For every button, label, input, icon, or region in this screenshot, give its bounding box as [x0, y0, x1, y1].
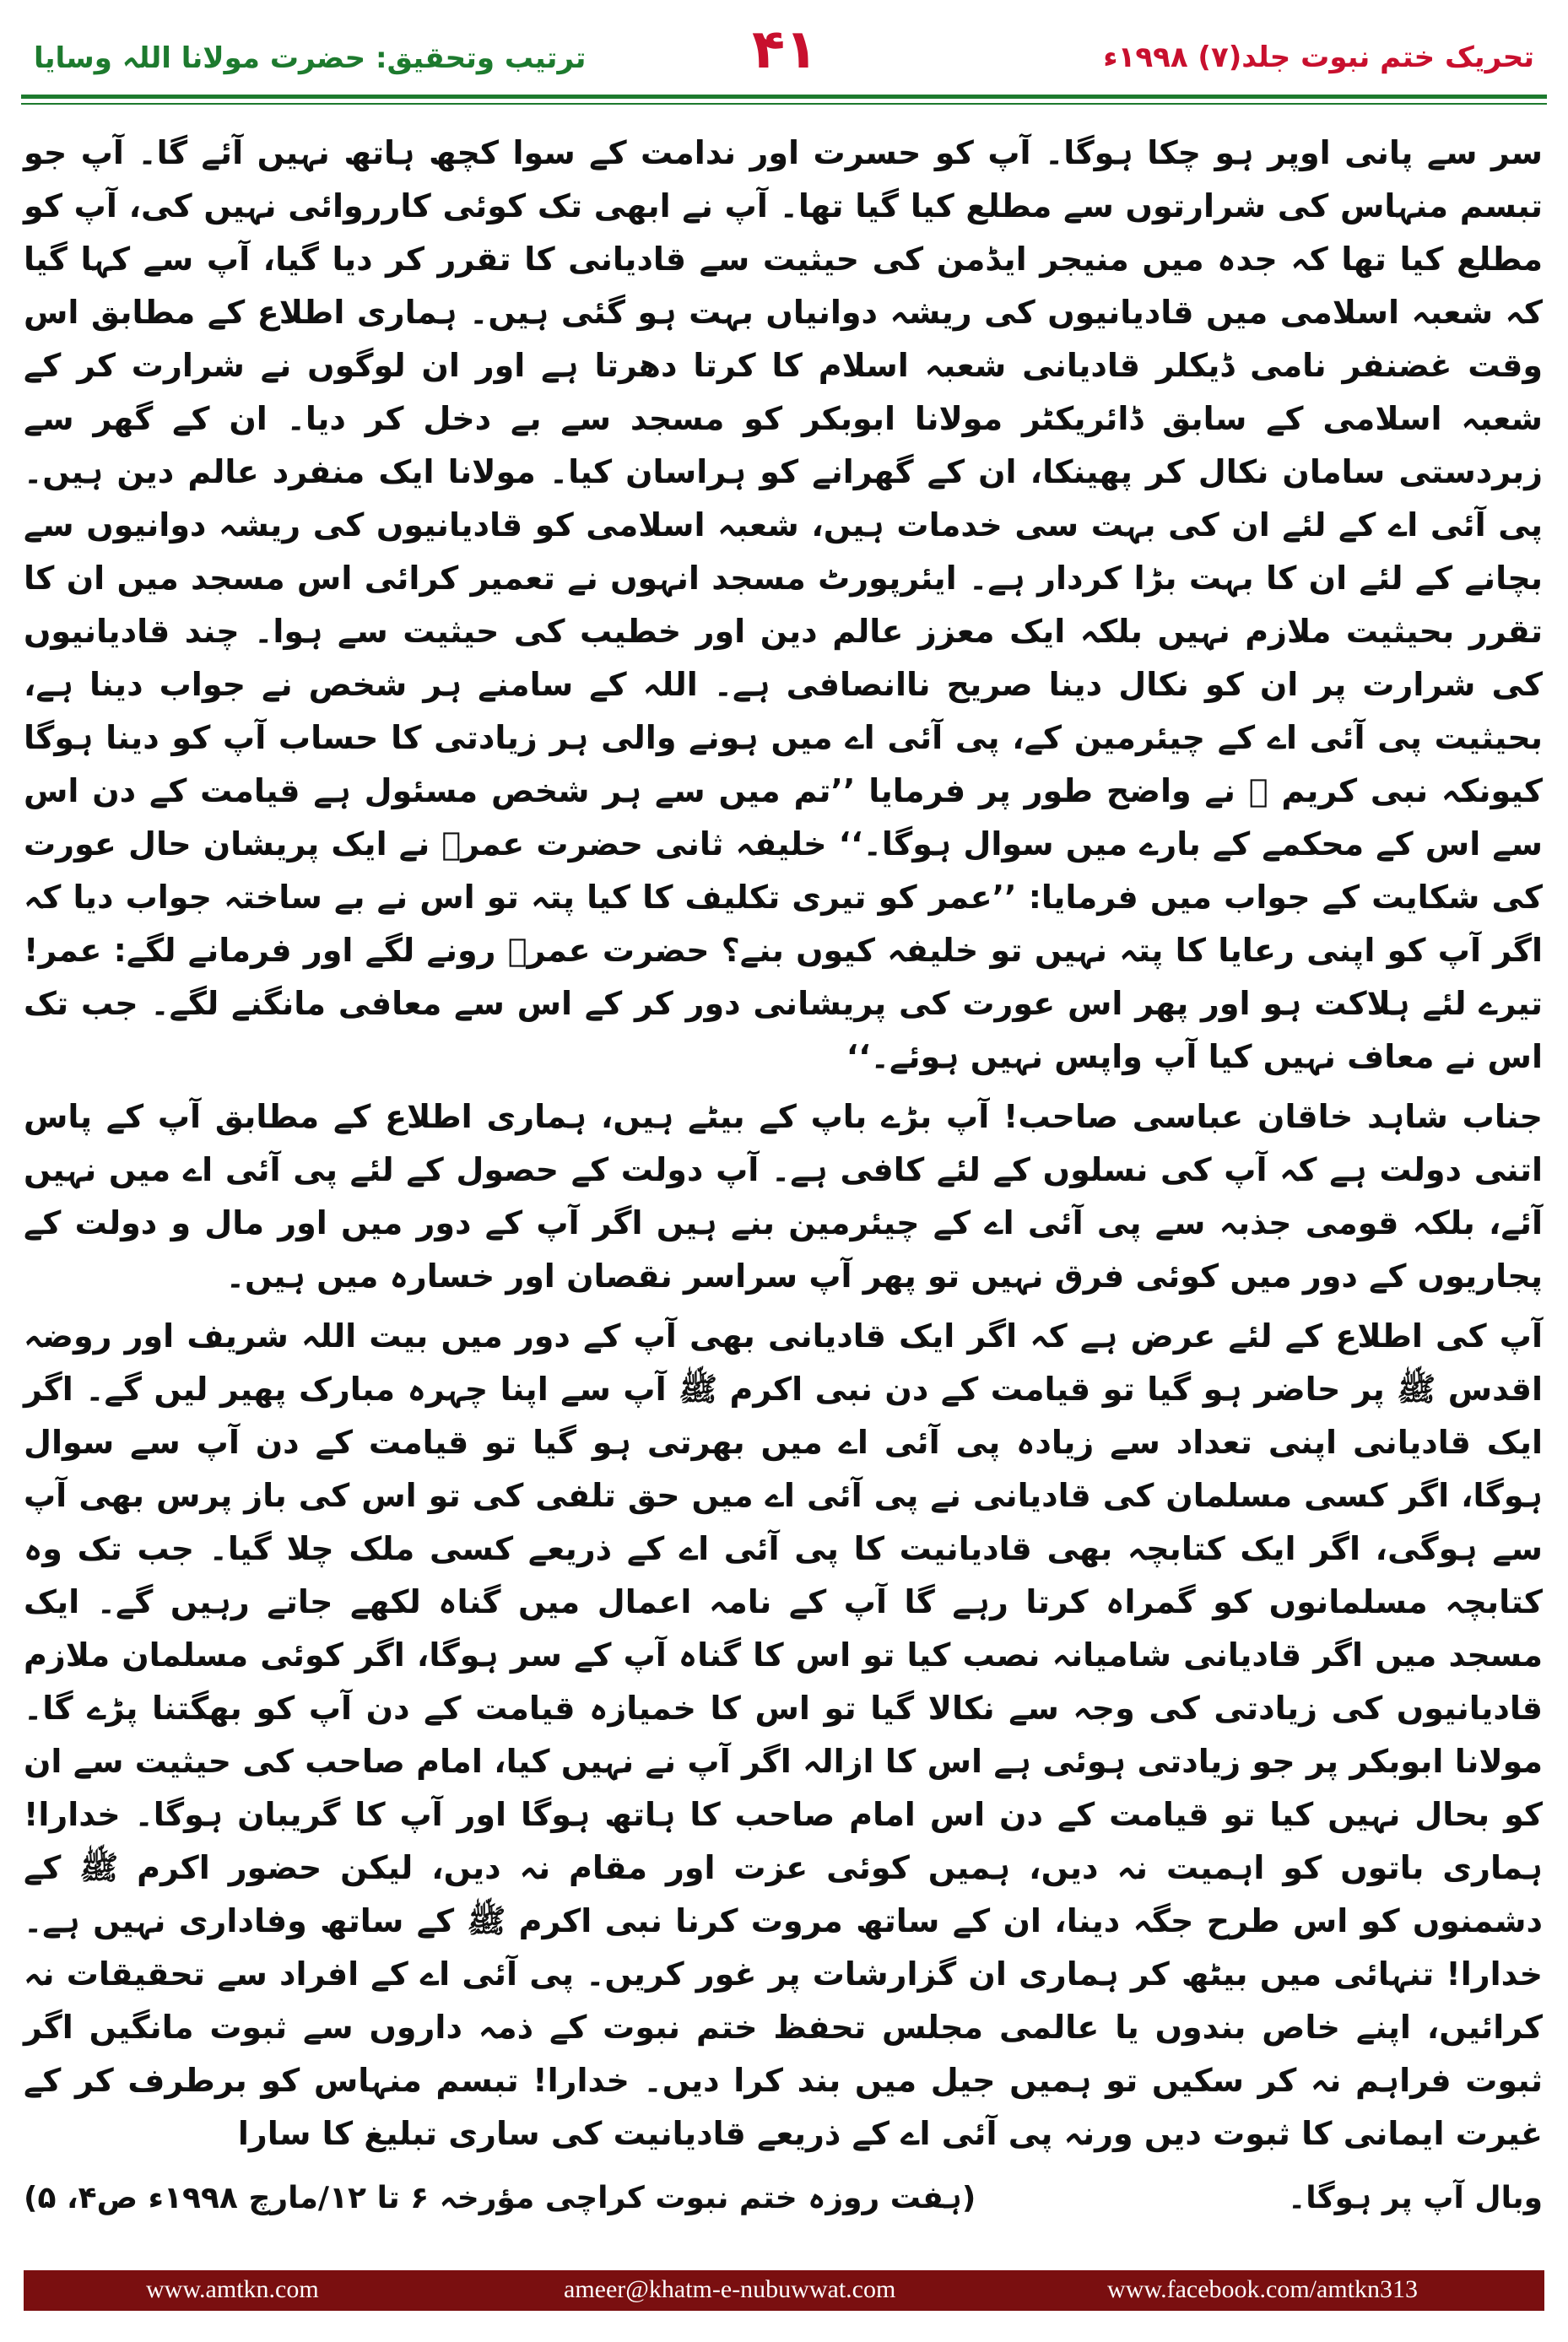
website-link[interactable]: www.amtkn.com — [146, 2275, 319, 2303]
book-title: تحریک ختم نبوت جلد(۷) ۱۹۹۸ء — [1103, 41, 1534, 74]
paragraph-2: جناب شاہد خاقان عباسی صاحب! آپ بڑے باپ کے بیٹے ہیں، ہماری اطلاع کے مطابق آپ کے پاس اتنی دولت ہے کہ آپ کی نسلوں کے لئے کافی ہے۔ آپ دولت کے حصول کے لئے پی آئی اے میں نہیں آئے، بلکہ قومی جذبہ سے پی آئی اے کے چیئرمین بنے ہیں اگر آپ کے دور میں اور مال و دولت کے پجاریوں کے دور میں کوئی فرق نہیں تو پھر آپ سراسر نقصان اور خسارہ میں ہیں۔ — [24, 1098, 1543, 1295]
header-divider — [21, 95, 1547, 99]
compiler-credit: ترتیب وتحقیق: حضرت مولانا اللہ وسایا — [34, 41, 587, 75]
email-link[interactable]: ameer@khatm-e-nubuwwat.com — [564, 2275, 896, 2303]
paragraph-1: سر سے پانی اوپر ہو چکا ہوگا۔ آپ کو حسرت اور ندامت کے سوا کچھ ہاتھ نہیں آئے گا۔ آپ جو تبسم منہاس کی شرارتوں سے مطلع کیا گیا تھا۔ آپ نے ابھی تک کوئی کارروائی نہیں کی، آپ کو مطلع کیا تھا کہ جدہ میں منیجر ایڈمن کی حیثیت سے قادیانی کا تقرر کر دیا گیا، آپ سے کہا گیا کہ شعبہ اسلامی میں قادیانیوں کی ریشہ دوانیاں بہت ہو گئی ہیں۔ ہماری اطلاع کے مطابق اس وقت غضنفر نامی ڈیکلر قادیانی شعبہ اسلام کا کرتا دھرتا ہے اور ان لوگوں نے شرارت کر کے شعبہ اسلامی کے سابق ڈائریکٹر مولانا ابوبکر کو مسجد سے بے دخل کر دیا۔ ان کے گھر سے زبردستی سامان نکال کر پھینکا، ان کے گھرانے کو ہراسان کیا۔ مولانا ایک منفرد عالم دین ہیں۔ پی آئی اے کے لئے ان کی بہت سی خدمات ہیں، شعبہ اسلامی کو قادیانیوں کی ریشہ دوانیوں سے بچانے کے لئے ان کا بہت بڑا کردار ہے۔ ایئرپورٹ مسجد انہوں نے تعمیر کرائی اس مسجد میں ان کا تقرر بحیثیت ملازم نہیں بلکہ ایک معزز عالم دین اور خطیب کی حیثیت سے ہوا۔ چند قادیانیوں کی شرارت پر ان کو نکال دینا صریح ناانصافی ہے۔ اللہ کے سامنے ہر شخص نے جواب دینا ہے، بحیثیت پی آئی اے کے چیئرمین کے، پی آئی اے میں ہونے والی ہر زیادتی کا حساب آپ کو دینا ہوگا کیونکہ نبی کریم ﷺ نے واضح طور پر فرمایا ’’تم میں سے ہر شخص مسئول ہے قیامت کے دن اس سے اس کے محکمے کے بارے میں سوال ہوگا۔‘‘ خلیفہ ثانی حضرت عمرؓ نے ایک پریشان حال عورت کی شکایت کے جواب میں فرمایا: ’’عمر کو تیری تکلیف کا کیا پتہ تو اس نے بے ساختہ جواب دیا کہ اگر آپ کو اپنی رعایا کا پتہ نہیں تو خلیفہ کیوں بنے؟ حضرت عمرؓ رونے لگے اور فرمانے لگے: عمر! تیرے لئے ہلاکت ہو اور پھر اس عورت کی پریشانی دور کر کے اس سے معافی مانگنے لگے۔ جب تک اس نے معاف نہیں کیا آپ واپس نہیں ہوئے۔‘‘ — [24, 134, 1543, 1075]
page-number: ۴۱ — [751, 19, 819, 81]
closing-text: وبال آپ پر ہوگا۔ — [1288, 2181, 1543, 2215]
footer-bar — [24, 2270, 1544, 2311]
paragraph-3: آپ کی اطلاع کے لئے عرض ہے کہ اگر ایک قادیانی بھی آپ کے دور میں بیت اللہ شریف اور روضہ اقدس ﷺ پر حاضر ہو گیا تو قیامت کے دن نبی اکرم ﷺ آپ سے اپنا چہرہ مبارک پھیر لیں گے۔ اگر ایک قادیانی اپنی تعداد سے زیادہ پی آئی اے میں بھرتی ہو گیا تو قیامت کے دن آپ سے سوال ہوگا، اگر کسی مسلمان کی قادیانی نے پی آئی اے میں حق تلفی کی تو اس کی باز پرس بھی آپ سے ہوگی، اگر ایک کتابچہ بھی قادیانیت کا پی آئی اے کے ذریعے کسی ملک چلا گیا۔ جب تک وہ کتابچہ مسلمانوں کو گمراہ کرتا رہے گا آپ کے نامہ اعمال میں گناہ لکھے جاتے رہیں گے۔ ایک مسجد میں اگر قادیانی شامیانہ نصب کیا تو اس کا گناہ آپ کے سر ہوگا، اگر کوئی مسلمان ملازم قادیانیوں کی زیادتی کی وجہ سے نکالا گیا تو اس کا خمیازہ قیامت کے دن آپ کو بھگتنا پڑے گا۔ مولانا ابوبکر پر جو زیادتی ہوئی ہے اس کا ازالہ اگر آپ نے نہیں کیا، امام صاحب کی حیثیت سے ان کو بحال نہیں کیا تو قیامت کے دن اس امام صاحب کا ہاتھ ہوگا اور آپ کا گریبان ہوگا۔ خدارا! ہماری باتوں کو اہمیت نہ دیں، ہمیں کوئی عزت اور مقام نہ دیں، لیکن حضور اکرم ﷺ کے دشمنوں کو اس طرح جگہ دینا، ان کے ساتھ مروت کرنا نبی اکرم ﷺ کے ساتھ وفاداری نہیں ہے۔ خدارا! تنہائی میں بیٹھ کر ہماری ان گزارشات پر غور کریں۔ پی آئی اے کے افراد سے تحقیقات نہ کرائیں، اپنے خاص بندوں یا عالمی مجلس تحفظ ختم نبوت کے ذمہ داروں سے ثبوت مانگیں اگر ثبوت فراہم نہ کر سکیں تو ہمیں جیل میں بند کرا دیں۔ خدارا! تبسم منہاس کو برطرف کر کے غیرت ایمانی کا ثبوت دیں ورنہ پی آئی اے کے ذریعے قادیانیت کی ساری تبلیغ کا سارا — [24, 1317, 1543, 2152]
body-text — [24, 127, 1543, 2167]
facebook-link[interactable]: www.facebook.com/amtkn313 — [1107, 2275, 1418, 2303]
closing-line — [24, 2173, 1543, 2224]
source-reference: (ہفت روزہ ختم نبوت کراچی مؤرخہ ۶ تا ۱۲/مارچ ۱۹۹۸ء ص۴، ۵) — [24, 2181, 976, 2215]
page-header — [0, 0, 1568, 110]
header-divider-thin — [21, 103, 1547, 105]
